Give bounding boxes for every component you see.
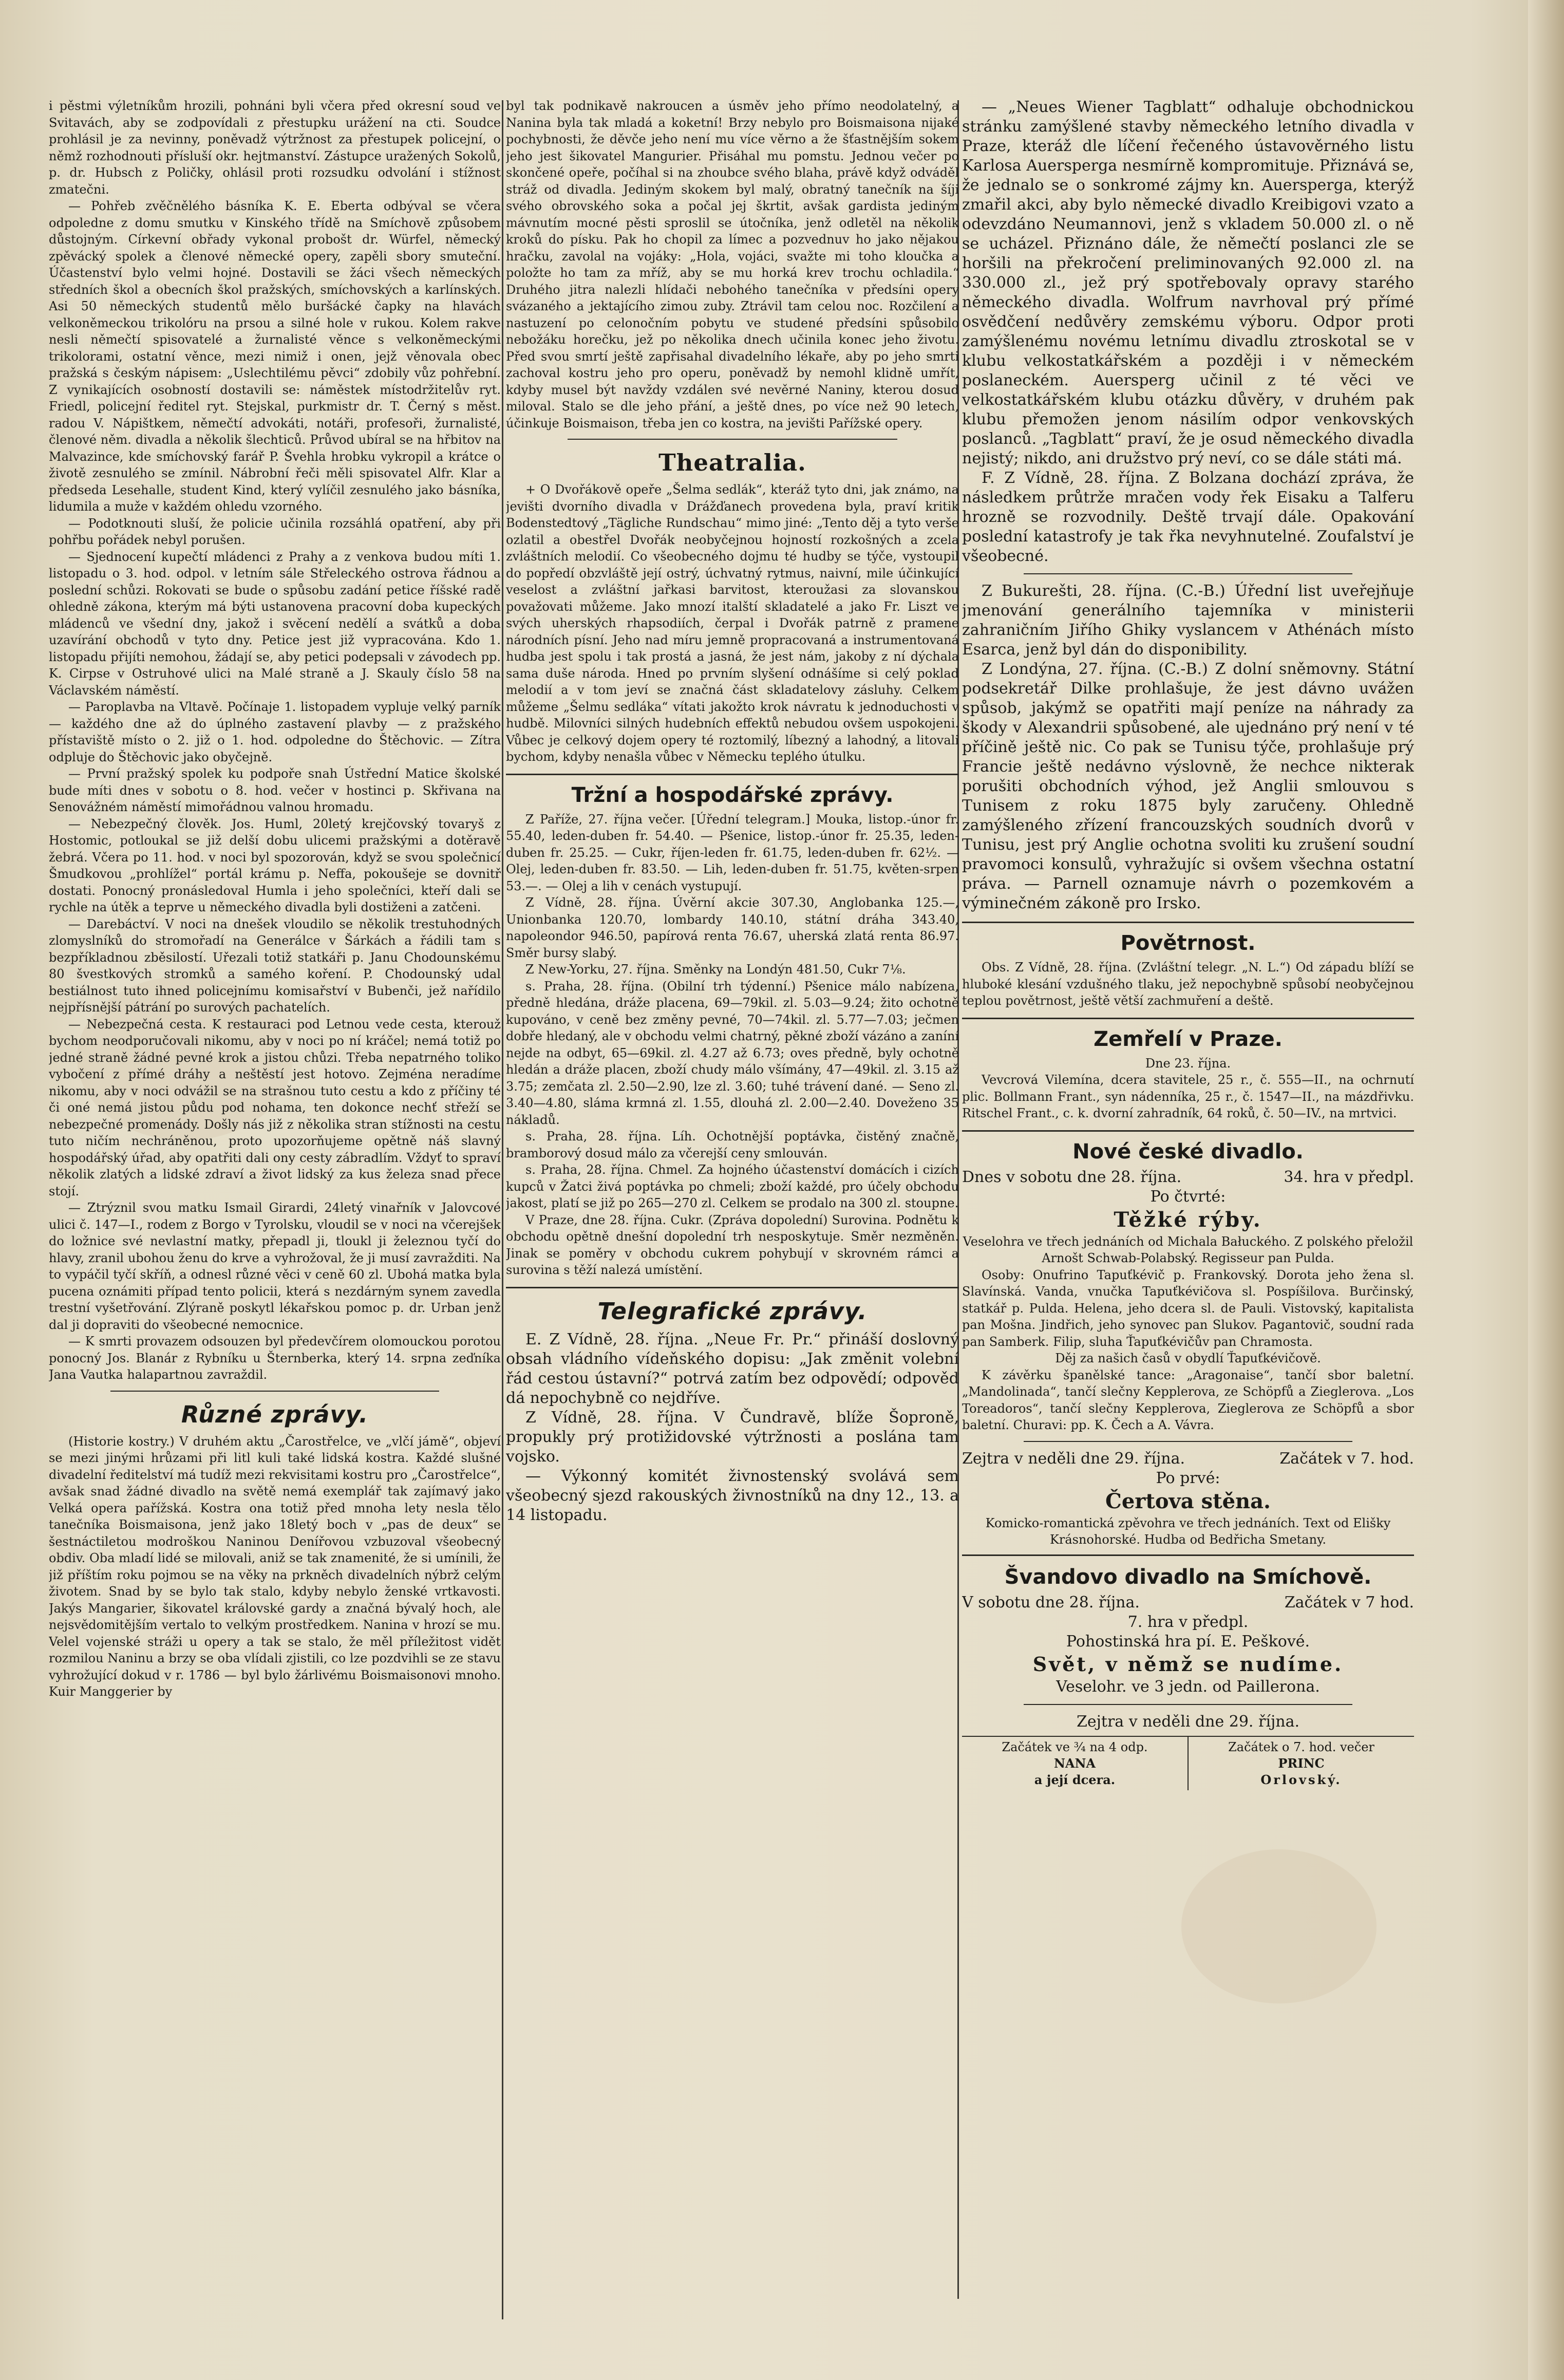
market-item: V Praze, dne 28. října. Cukr. (Zpráva dopolední) Surovina. Podnětu k obchodu opětně dnešní dopolední trh nesposkytuje. Směr nezměněn. Jinak se poměry v obchodu cukrem pohybují v skrovném rámci a surovina s těží nalezá umístění. [506, 1212, 959, 1277]
opera-title: Čertova stěna. [1105, 1489, 1271, 1513]
split-right-subtitle: Orlovský. [1260, 1772, 1342, 1787]
split-right-time: Začátek o 7. hod. večer [1228, 1739, 1374, 1754]
news-item: — Darebáctví. V noci na dnešek vloudilo se několik trestuhodných zlomyslníků do stromořadí na Generálce v Šárkách a řádili tam s bezpříkladnou zběsilostí. Uřezali totiž statkáři p. Janu Chodounskému 80 švestkových stromků a samého koření. P. Chodounský udal bestiálnost tuto ihned policejnímu komisařství v Bubenči, jež nařídilo nejpřísnější pátrání po surových pachatelích. [49, 916, 501, 1015]
news-item: — Nebezpečná cesta. K restauraci pod Letnou vede cesta, kterouž bychom neodporučovali nikomu, aby v noci po ní kráčel; nemá totiž po jedné straně žádné pevné krok a jistou chůzi. Třeba nepatrného toliko vybočení z přímé dráhy a neštěstí jest hotovo. Zejména neradíme nikomu, aby v noci odvážil se na strašnou tuto cestu a kdo z příčiny té či oné nemá jistou půdu pod nohama, ten dokonce nechť střeží se nebezpečné promenády. Došly nás již z několika stran stížnosti na cestu tuto ničím nechráněnou, proto upozorňujeme opětně náš slavný hospodářský úřad, aby opatřiti dali ony cesty zábradlím. Vždyť to spraví několik zlatých a lidské zdraví a život lidský za kus železa snad přece stojí. [49, 1017, 501, 1198]
news-item: byl tak podnikavě nakroucen a úsměv jeho přímo neodolatelný, a Nanina byla tak mladá a koketní! Brzy nebylo pro Boismaisona nijaké pochybnosti, že děvče jeho není mu více věrno a že šťastnějším sokem jeho jest šikovatel Mangurier. Přisáhal mu pomstu. Jednou večer po skončené opeře, počíhal si na zhoubce svého blaha, právě když odváděl stráž od divadla. Jediným skokem byl malý, obratný tanečník na šíji svého obrovského soka a počal jej škrtit, avšak gardista jediným mávnutím mocné pěsti sproslil se útočníka, jenž odletěl na několik kroků do písku. Pak ho chopil za límec a pozvednuv ho jako nějakou hračku, zavolal na vojáky: „Hola, vojáci, svažte mi toho kloučka a položte ho tam za mříž, aby se mu horká krev trochu ochladila.“ Druhého jitra nalezli hlídači nebohého tanečníka v předsíni opery svázaného a jektajícího zimou zuby. Ztrávil tam celou noc. Rozčilení a nastuzení po celonočním pobytu ve studené předsíni spůsobilo nebožáku horečku, jež po několika dnech učinila konec jeho životu. Před svou smrtí ještě zapřisahal divadelního lékaře, aby po jeho smrti zachoval kostru jeho pro operu, poněvadž by nemohl klidně umřít, kdyby musel být navždy vzdálen své nevěrné Naniny, kterou dosud miloval. Stalo se dle jeho přání, a ještě dnes, po více než 90 letech, účinkuje Boismaison, třeba jen co kostra, na jevišti Pařížské opery. [506, 99, 959, 430]
play-setting: Děj za našich časů v obydlí Ťapuťkévičově. [1055, 1351, 1321, 1365]
news-item: + O Dvořákově opeře „Šelma sedlák“, kteráž tyto dni, jak známo, na jevišti dvorního divadla v Drážďanech provedena byla, praví kritik Bodenstedtový „Tägliche Rundschau“ mimo jiné: „Tento děj a tyto verše ozlatil a obestřel Dvořák neobyčejnou hojností rozkošných a zcela zvláštních melodií. Co všeobecného dojmu té hudby se týče, vystoupil do popředí obzvláště její ostrý, úchvatný rytmus, naivní, mile účinkující veselost a zvláštní jařkasi barvitost, kteroužasi za slovanskou považovati můžeme. Jako mnozí italští skladatelé a jako Fr. Liszt ve svých uherských rhapsodiích, čerpal i Dvořák patrně z pramene národních písní. Jeho nad míru jemně propracovaná a instrumentovaná hudba jest spolu i tak prostá a jasná, že jest nám, jakoby z ní dýchala sama duše národa. Hned po prvním slyšení odnášíme si celý poklad melodií a v tom jeví se značná část skladatelovy zásluhy. Celkem můžeme „Šelmu sedláka“ vítati jakožto krok návratu k jednoduchosti v hudbě. Milovníci silných hudebních effektů nebudou ovšem uspokojeni. Vůbec je celkový dojem opery té roztomilý, líbezný a lahodný, a litovali bychom, kdyby nenašla vůbec v Německu teplého útulku. [506, 482, 959, 764]
market-item: Z Vídně, 28. října. Úvěrní akcie 307.30, Anglobanka 125.—, Unionbanka 120.70, lombardy 140.10, státní dráha 343.40, napoleondor 946.50, papírová renta 76.67, uherská zlatá renta 86.97. Směr bursy slabý. [506, 895, 959, 960]
split-right [1189, 1737, 1414, 1790]
split-left-time: Začátek ve ¾ na 4 odp. [1002, 1739, 1148, 1754]
section-divider [568, 439, 897, 440]
news-item: — Sjednocení kupečtí mládenci z Prahy a z venkova budou míti 1. listopadu o 3. hod. odpol. v letním sále Střeleckého ostrova řádnou a poslední schůzi. Rokovati se bude o spůsobu zadání petice říšské radě ohledně zákona, kterým má býti ustanovena pracovní doba kupeckých mládenců ve všední dny, jakož i svěcení nedělí a svátků a doba uzavírání obchodů v tyto dny. Petice jest již vypracována. Kdo 1. listopadu přijíti nemohou, žádají se, aby petici podepsali v závodech pp. K. Cirpse v Ostruhové ulici na Malé straně a J. Skauly číslo 58 na Václavském náměstí. [49, 549, 501, 698]
section-title-zemreli: Zemřelí v Praze. [1094, 1027, 1283, 1051]
tomorrow-time: Začátek v 7. hod. [1279, 1449, 1414, 1468]
svandovo-date-row [962, 1593, 1414, 1613]
theatre-performance: 34. hra v předpl. [1284, 1168, 1414, 1186]
section-title-svandovo: Švandovo divadlo na Smíchově. [1004, 1565, 1372, 1589]
market-item: s. Praha, 28. října. (Obilní trh týdenní.) Pšenice málo nabízena, předně hledána, dráže placena, 69—79kil. zl. 5.03—9.24; žito ochotně kupováno, v ceně bez změny pevné, 70—74kil. zl. 5.77—7.03; ječmen dobře hledaný, ale v obchodu velmi chatrný, pěkné zboží vázáno a zaníní nejde na odbyt, 65—69kil. zl. 4.27 až 6.73; oves předně, byly ochotně hledán a dráže placen, zboží chudy málo všímány, 47—49kil. zl. 3.15 až 3.75; zemčata zl. 2.50—2.90, lze zl. 3.60; tuhé trávení dané. — Seno zl. 3.40—4.80, sláma krmná zl. 1.55, dlouhá zl. 2.00—2.40. Doveženo 35 nákladů. [506, 979, 959, 1127]
section-title-nove-divadlo: Nové české divadlo. [1072, 1139, 1304, 1164]
svandovo-split [962, 1736, 1414, 1790]
svandovo-play-title: Svět, v němž se nudíme. [1032, 1652, 1344, 1676]
section-divider [506, 774, 959, 775]
news-item: Z Bukurešti, 28. října. (C.-B.) Úřední list uveřejňuje jmenování generálního tajemníka v ministerii zahraničním Jiřího Ghiky vyslancem v Athénách místo Esarca, jenž byl dán do disponibility. [962, 582, 1414, 659]
page-edge [1528, 0, 1564, 2380]
news-item: Z Londýna, 27. října. (C.-B.) Z dolní sněmovny. Státní podsekretář Dilke prohlašuje, že jest dávno uvážen spůsob, jakýmž se opatřiti mají peníze na náhrady za škody v Alexandrii spůsobené, ale ujednáno prý není v té příčině ještě nic. Co pak se Tunisu týče, prohlašuje prý Francie ještě nedávno výslovně, že nechce nikterak porušiti obchodních výhod, jež Anglii smlouvou s Tunisem z roku 1875 byly zaručeny. Ohledně zamýšleného zřízení francouzských soudních dvorů v Tunisu, jest prý Anglie ochotna svoliti ku zrušení soudní pravomoci konsulů, vyhražujíc si ovšem všechna ostatní práva. — Parnell oznamuje návrh o pozemkovém a výminečném zákoně pro Irsko. [962, 660, 1414, 912]
theatre-date-row [962, 1168, 1414, 1187]
deaths-list: Vevcrová Vilemína, dcera stavitele, 25 r., č. 555—II., na ochrnutí plic. Bollmann Frant., syn nádenníka, 25 r., č. 1547—II., na mázdřivku. Ritschel Frant., c. k. dvorní zahradník, 64 roků, č. 50—IV., na mrtvici. [962, 1073, 1414, 1120]
news-item: — Podotknouti sluší, že policie učinila rozsáhlá opatření, aby při pohřbu pořádek nebyl porušen. [49, 516, 501, 547]
section-title-telegraficke: Telegrafické zprávy. [597, 1297, 868, 1325]
deaths-date: Dne 23. října. [1145, 1056, 1231, 1071]
section-divider [110, 1391, 439, 1392]
telegram-item: — Výkonný komitét živnostenský svolává sem všeobecný sjezd rakouských živnostníků na dny 12., 13. a 14 listopadu. [506, 1467, 959, 1524]
split-left-subtitle: a její dcera. [1034, 1772, 1116, 1787]
svandovo-time: Začátek v 7 hod. [1284, 1593, 1414, 1611]
performance-count: Po prvé: [1156, 1469, 1220, 1487]
telegram-item: Z Vídně, 28. října. V Čundravě, blíže Šoproně, propukly prý protižidovské výtržnosti a poslána tam vojsko. [506, 1408, 959, 1466]
split-right-title: PRINC [1278, 1755, 1325, 1771]
market-item: s. Praha, 28. října. Chmel. Za hojného účastenství domácích i cizích kupců v Žatci živá poptávka po chmeli; zboží každé, pro účely obchodu jakost, platí se již po 265—270 zl. Celkem se prodalo na 300 zl. stoupne. [506, 1163, 959, 1210]
section-divider [962, 922, 1414, 923]
news-item: — Nebezpečný člověk. Jos. Huml, 20letý krejčovský tovaryš z Hostomic, potloukal se již delší dobu ulicemi pražskými a dotěravě žebrá. Včera po 11. hod. v noci byl spozorován, když se svou společnicí Šmudkovou „prohlížel“ portál krámu p. Neffa, pokoušeje se dovnitř dostati. Ponocný pronásledoval Humla i jeho společníci, kteří dali se rychle na útěk a teprve u německého divadla byli dostiženi a zatčeni. [49, 816, 501, 914]
svandovo-perf: 7. hra v předpl. [1127, 1613, 1249, 1631]
column-rule [502, 100, 503, 2319]
cast-list: Osoby: Onufrino Tapuťkévič p. Frankovský. Dorota jeho žena sl. Slavínská. Vanda, vnučka Tapuťkévičova sl. Pospíšilova. Burčinský, statkář p. Pulda. Helena, jeho dcera sl. de Pauli. Vistovský, kapitalista pan Mošna. Jindřich, jeho synovec pan Slukov. Pagantovič, soudní rada pan Samberk. Filip, sluha Ťapuťkévičův pan Chramosta. [962, 1267, 1414, 1349]
market-item: Z New-Yorku, 27. října. Směnky na Londýn 481.50, Cukr 7⅛. [525, 962, 906, 977]
telegram-item: E. Z Vídně, 28. října. „Neue Fr. Pr.“ přináší doslovný obsah vládního vídeňského dopisu: „Jak změnit volební řád cestou ústavní?“ potrvá zatím bez odpovědí; odpověď dá nepochybně co nejdříve. [506, 1330, 959, 1407]
svandovo-tomorrow: Zejtra v neděli dne 29. října. [1076, 1712, 1299, 1731]
weather-text: Obs. Z Vídně, 28. října. (Zvláštní telegr. „N. L.“) Od západu blíží se hluboké klesání vzdušného tlaku, jež nepochybně spůsobí neobyčejnou teplou povětrnost, ještě větší zachmuření a deště. [962, 960, 1414, 1008]
svandovo-date: V sobotu dne 28. října. [962, 1593, 1140, 1611]
news-item: — K smrti provazem odsouzen byl předevčírem olomouckou porotou ponocný Jos. Blanár z Rybníku u Šternberka, který 14. srpna zeďníka Jana Vautka halapartnou zavraždil. [49, 1334, 501, 1382]
section-title-theatralia: Theatralia. [658, 449, 806, 476]
play-title: Těžké rýby. [1114, 1207, 1262, 1232]
market-item: s. Praha, 28. října. Líh. Ochotnější poptávka, čistěný značně, bramborový dosud málo za včerejší ceny smlouván. [506, 1129, 959, 1160]
column-1 [49, 98, 501, 2349]
opera-description: Komicko-romantická zpěvohra ve třech jednáních. Text od Elišky Krásnohorské. Hudba od Bedřicha Smetany. [985, 1515, 1391, 1547]
section-divider [1024, 1704, 1352, 1705]
market-item: Z Paříže, 27. října večer. [Úřední telegram.] Mouka, listop.-únor fr. 55.40, leden-duben fr. 54.40. — Pšenice, listop.-únor fr. 25.35, leden-duben fr. 25.25. — Cukr, říjen-leden fr. 61.75, leden-duben fr. 62½. — Olej, leden-duben fr. 83.50. — Lih, leden-duben fr. 51.75, květen-srpen 53.—. — Olej a lih v cenách vystupují. [506, 812, 959, 893]
svandovo-box [962, 1554, 1414, 1790]
news-item: i pěstmi výletníkům hrozili, pohnáni byli včera před okresní soud ve Svitavách, aby se zodpovídali z přestupku urážení na cti. Soudce prohlásil je za nevinny, poněvadž výtržnost za přestupek policejní, o němž rozhodnouti přísluší okr. hejtmanství. Zástupce uražených Sokolů, p. dr. Hubsch z Poličky, ohlásil proti rozsudku odvolání i stížnost zmatečni. [49, 99, 501, 197]
section-title-trzni: Tržní a hospodářské zprávy. [571, 783, 894, 807]
play-description: Veselohra ve třech jednáních od Michala Bałuckého. Z polského přeložil Arnošt Schwab-Polabský. Regisseur pan Pulda. [963, 1234, 1414, 1265]
news-item: F. Z Vídně, 28. října. Z Bolzana dochází zpráva, že následkem průtrže mračen vody řek Eisaku a Talferu hrozně se rozvodnily. Deště trvají dále. Opakování poslední katastrofy je tak řka nevyhnutelné. Zoufalství je všeobecné. [962, 469, 1414, 565]
column-2 [506, 98, 959, 2349]
news-item: — První pražský spolek ku podpoře snah Ústřední Matice školské bude míti dnes v sobotu o 8. hod. večer v hostinci p. Skřivana na Senovážném náměstí mimořádnou valnou hromadu. [49, 766, 501, 814]
split-left [962, 1737, 1189, 1790]
section-divider [962, 1130, 1414, 1132]
section-divider [1024, 573, 1352, 574]
svandovo-play-desc: Veselohr. ve 3 jedn. od Paillerona. [1056, 1677, 1320, 1696]
section-divider [1024, 1441, 1352, 1442]
news-item: — Ztrýznil svou matku Ismail Girardi, 24letý vinařník v Jalovcové ulici č. 147—I., rodem z Borgo v Tyrolsku, vloudil se v noci na včerejšek do ložnice své nevlastní matky, přepadl ji, tloukl ji železnou tyčí do hlavy, zranil ubohou ženu do krve a vyhrožoval, že ji musí zavražditi. Na to vypáčil tyčí skříň, a odnesl různé věci v ceně 60 zl. Ubohá matka byla pucena oznámiti případ tento policii, která s nezdárným synem zavedla trestní vyšetřování. Zlýraně poskytl lékařskou pomoc p. dr. Urban jenž dal ji dopraviti do všeobecné nemocnice. [49, 1201, 501, 1332]
news-item: — Pohřeb zvěčnělého básníka K. E. Eberta odbýval se včera odpoledne z domu smutku v Kinského třídě na Smíchově způsobem důstojným. Církevní obřady vykonal probošt dr. Würfel, německý zpěvácký spolek a členové německé opery, zapěli sbory smuteční. Účastenství bylo velmi hojné. Dostavili se žáci všech německých středních škol a obecních škol pražských, smíchovských a karlínských. Asi 50 německých studentů mělo buršácké čapky na hlavách velkoněmeckou trikolóru na prsou a silné hole v rukou. Kolem rakve nesli němečtí spisovatelé a žurnalisté věnce s velkoněmeckými trikolorami, ostatní věnce, mezi nimiž i onen, jejž věnovala obec pražská s českým nápisem: „Uslechtilému pěvci“ zdobily vůz pohřební. Z vynikajících osobností dostavili se: náměstek místodržitelův ryt. Friedl, policejní ředitel ryt. Stejskal, purkmistr dr. T. Černý s měst. radou V. Nápištkem, němečtí advokáti, notáři, profesoři, žurnalisté, členové něm. divadla a několik šlechticů. Průvod ubíral se na hřbitov na Malvazince, kde smíchovský farář P. Švehla hrobku vykropil a krátce o životě zesnulého se zmínil. Nábrobní řeči měli spisovatel Alfr. Klar a předseda Lesehalle, student Kind, který vylíčil zesnulého jako básníka, lidumila a muže v každém ohledu vzorného. [49, 199, 501, 514]
news-item: — Paroplavba na Vltavě. Počínaje 1. listopadem vypluje velký parník — každého dne až do úplného zastavení plavby — z pražského přístaviště místo o 2. již o 1. hod. odpoledne do Štěchovic. — Zítra odpluje do Štěchovic jako obyčejně. [49, 700, 501, 764]
section-divider [962, 1018, 1414, 1019]
section-title-povetrnost: Povětrnost. [1120, 931, 1256, 955]
svandovo-guest: Pohostinská hra pí. E. Peškové. [1066, 1632, 1310, 1651]
column-3 [962, 98, 1414, 2349]
tomorrow-date: Zejtra v neděli dne 29. října. [962, 1449, 1185, 1468]
news-item: — „Neues Wiener Tagblatt“ odhaluje obchodnickou stránku zamýšlené stavby německého letního divadla v Praze, kteráž dle líčení řečeného ústavověrného listu Karlosa Auersperga nesmírně kompromituje. Přiznává se, že jednalo se o sonkromé zájmy kn. Auersperga, kterýž zmařil akci, aby bylo německé divadlo Kreibigovi vzato a odevzdáno Neumannovi, jenž s vkladem 50.000 zl. o ně se ucházel. Přiznáno dále, že němečtí poslanci zle se horšili na překročení preliminovaných 92.000 zl. na 330.000 zl., jež prý spotřebovaly opravy starého německého divadla. Wolfrum navrhoval prý přímé osvědčení nedůvěry zemskému výboru. Odpor proti zamýšlenému novému letnímu divadlu ztroskotal se v klubu velkostatkářském a později i v německém poslaneckém. Auersperg učinil z té věci ve velkostatkářském klubu otázku důvěry, v druhém pak klubu přemožen jenom násilím odpor venkovských poslanců. „Tagblatt“ praví, že je osud německého divadla nejistý; nikdo, ani družstvo prý neví, co se dále státi má. [962, 98, 1414, 467]
dance-program: K závěrku španělské tance: „Aragonaise“, tančí sbor baletní. „Mandolinada“, tančí slečny Kepplerova, ze Schöpfů a Zieglerova. „Los Toreadoros“, tančí slečny Kepplerova, Zieglerova ze Schöpfů a sbor baletní. Churavi: pp. K. Čech a A. Vávra. [962, 1367, 1414, 1432]
performance-count: Po čtvrté: [1150, 1187, 1226, 1206]
section-divider [506, 1287, 959, 1288]
theatre-date: Dnes v sobotu dne 28. října. [962, 1168, 1182, 1186]
tomorrow-row [962, 1449, 1414, 1469]
split-left-title: NANA [1053, 1755, 1096, 1771]
section-title-ruzne: Různé zprávy. [181, 1400, 369, 1428]
news-item: (Historie kostry.) V druhém aktu „Čarostřelce, ve „vlčí jámě“, objeví se mezi jinými hrůzami při litl kuli také lidská kostra. Každé slušné divadelní ředitelství má tudíž mezi rekvisitami kostru pro „Čarostřelce“, avšak snad žádné divadlo na světě nemá exemplář tak zajímavý jako Velká opera pařížská. Kostra ona totiž před mnoha lety nesla tělo tanečníka Boismaisona, jenž jako 18letý boch v „pas de deux“ se šestnáctiletou modroškou Naninou Denířovou vzbuzoval všeobecný obdiv. Oba mladí lidé se milovali, aniž se tak znamenité, že si umínili, že již příštím roku pojmou se na věky na prkněch divadelních nýbrž celým životem. Snad by se bylo tak stalo, kdyby nebylo ženské vrtkavosti. Jakýs Mangarier, šikovatel královské gardy a značná bývalý hoch, ale nejsvědomitějším vertalo to velkým prostředkem. Nanina v hrozí se mu. Velel vojenské stráži u opery a tak se stalo, že měl příležitost vidět rozmilou Naninu a brzy se oba vlídali zjistili, co lze pozdvihli se ze stavu vyhrožující dokud v r. 1786 — byl bylo žárlivému Boismaisonovi mnoho. Kuir Manggerier by [49, 1434, 501, 1699]
